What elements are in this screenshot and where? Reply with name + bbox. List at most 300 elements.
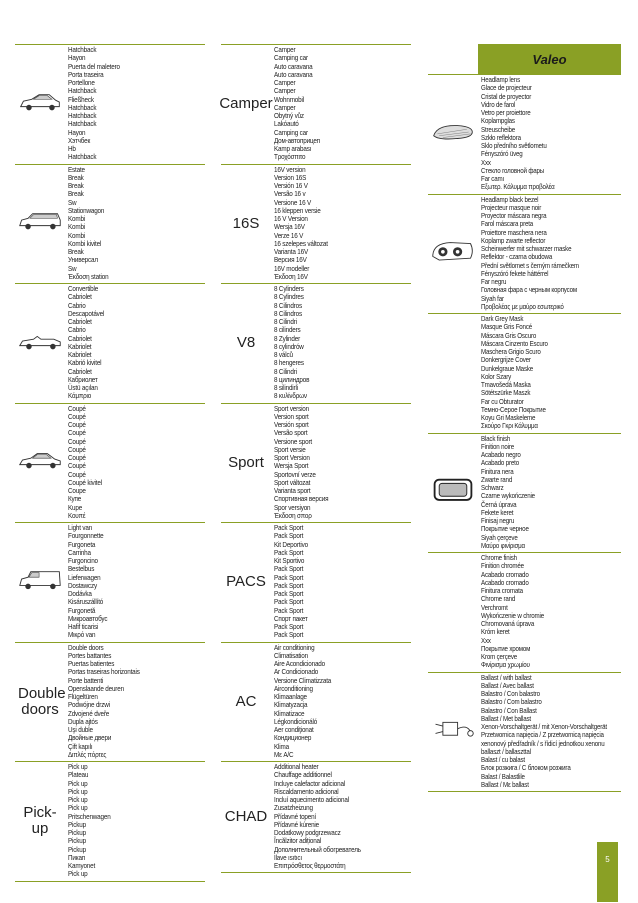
- translation-line: Dodatkowy podgrzewacz: [274, 828, 341, 837]
- translation-line: Hayon: [68, 53, 86, 63]
- translation-line: 8 Cilindri: [274, 317, 297, 326]
- translation-line: Donkergrijze Cover: [481, 355, 531, 365]
- translation-line: Sportovní verze: [274, 469, 316, 479]
- translation-line: Headlamp black bezel: [481, 194, 539, 204]
- translation-line: Pack Sport: [274, 523, 304, 532]
- translation-list: [271, 523, 411, 642]
- translation-line: Xxx: [481, 157, 491, 167]
- translation-line: Универсал: [68, 255, 98, 265]
- vehicle-type-section-label: [15, 404, 65, 523]
- translation-line: Přídavné topení: [274, 811, 317, 821]
- page-tab: [597, 842, 618, 902]
- feature-section: [428, 672, 621, 793]
- translation-line: Camping car: [274, 127, 308, 137]
- translation-list: [65, 762, 205, 881]
- feature-section-label: [428, 553, 478, 672]
- brand-header: [428, 44, 621, 74]
- translation-line: Přední světlomet s černým rámečkem: [481, 260, 579, 270]
- translation-line: Pack Sport: [274, 630, 304, 640]
- version-section-label: [221, 165, 271, 284]
- translation-line: Wersja 16V: [274, 222, 305, 232]
- version-section: [221, 403, 411, 523]
- translation-line: Versión 16 V: [274, 181, 308, 190]
- translation-line: Cabriolet: [68, 333, 92, 343]
- translation-line: Camper: [274, 78, 296, 87]
- translation-line: Pritschenwagen: [68, 811, 111, 821]
- convertible-car-icon: [17, 330, 63, 357]
- translation-line: Portes battantes: [68, 650, 112, 660]
- translation-line: Διπλές πόρτες: [68, 749, 107, 759]
- translation-list: [271, 284, 411, 403]
- translation-line: Klimatizace: [274, 708, 305, 718]
- translation-list: [271, 165, 411, 284]
- translation-line: Lakóautó: [274, 119, 299, 129]
- translation-line: Openslaande deuren: [68, 683, 124, 693]
- translation-line: Sötétszürke Maszk: [481, 388, 531, 398]
- translation-line: Головная фара с черным корпусом: [481, 285, 577, 295]
- vehicle-type-section: [15, 44, 205, 164]
- translation-line: Fourgonnette: [68, 531, 104, 541]
- vehicle-type-section-label: [15, 284, 65, 403]
- translation-list: [478, 195, 621, 314]
- translation-line: Cabriolet: [68, 366, 92, 376]
- translation-line: Maschera Grigio Scuro: [481, 347, 541, 356]
- translation-line: Black finish: [481, 433, 511, 443]
- translation-line: Кондиционер: [274, 733, 312, 743]
- translation-line: Hatchback: [68, 86, 97, 96]
- translation-line: Finition noire: [481, 441, 514, 451]
- translation-line: Far camı: [481, 174, 505, 183]
- translation-line: Krom çerçeve: [481, 652, 518, 661]
- translation-line: Version sport: [274, 411, 309, 421]
- translation-line: Hafif ticarisi: [68, 622, 99, 631]
- translation-line: Τροχόσπιτο: [274, 152, 306, 162]
- translation-line: Μικρό van: [68, 630, 96, 640]
- translation-line: Kombi: [68, 214, 86, 223]
- translation-list: [65, 404, 205, 523]
- translation-line: Coupe: [68, 486, 86, 495]
- translation-line: Купе: [68, 494, 82, 504]
- translation-line: Balastro / Con balastro: [481, 689, 540, 698]
- vehicle-type-section-label: [15, 165, 65, 284]
- valeo-logo: Valeo: [478, 44, 621, 74]
- vehicle-type-section-label: [15, 643, 65, 762]
- translation-line: Hayon: [68, 127, 86, 137]
- translation-line: Klima: [274, 741, 289, 751]
- translation-line: ballaszt / ballaszttal: [481, 746, 531, 756]
- translation-line: Puertas batientes: [68, 659, 115, 668]
- translation-line: 8 Cylinders: [274, 284, 304, 293]
- translation-line: Lieferwagen: [68, 572, 101, 582]
- translation-line: Fényszóró üveg: [481, 149, 523, 159]
- translation-line: Sklo předního světlometu: [481, 141, 547, 150]
- translation-line: Kabriolet: [68, 341, 92, 351]
- translation-line: Versão 16 v: [274, 189, 306, 199]
- translation-line: Versione Climatizzata: [274, 675, 332, 685]
- translation-line: Çift kapılı: [68, 741, 93, 751]
- translation-line: Versión sport: [274, 420, 309, 429]
- translation-line: Camper: [274, 102, 296, 112]
- translation-list: [478, 75, 621, 194]
- hatchback-car-icon: [17, 91, 63, 118]
- translation-line: Balastro / Con Ballast: [481, 705, 537, 715]
- translation-line: Szkło reflektora: [481, 132, 521, 142]
- translation-line: Balastro / Com balastro: [481, 697, 542, 707]
- translation-line: Стекло головной фары: [481, 165, 545, 175]
- feature-section-label: [428, 75, 478, 194]
- version-section-label: [221, 404, 271, 523]
- version-section-label: [221, 523, 271, 642]
- feature-section-label: [428, 673, 478, 792]
- category-label: PACS: [226, 573, 266, 591]
- translation-line: Versão sport: [274, 428, 308, 438]
- translation-list: [271, 45, 411, 164]
- translation-line: Coupé: [68, 428, 86, 438]
- translation-line: Break: [68, 189, 84, 199]
- translation-line: Chrome rand: [481, 594, 516, 604]
- translation-line: Acabado cromado: [481, 569, 529, 579]
- translation-line: Σκούρο Γκρι Κάλυμμα: [481, 421, 538, 431]
- category-label: Pick-up: [23, 804, 57, 838]
- version-section-label: [221, 643, 271, 762]
- translation-line: Máscara Gris Oscuro: [481, 330, 537, 340]
- translation-line: Εξωτερ. Κάλυμμα προβολέα: [481, 182, 555, 192]
- feature-section: [428, 433, 621, 553]
- translation-list: [271, 404, 411, 523]
- translation-line: Ar Condicionado: [274, 667, 319, 677]
- translation-line: 8 hengeres: [274, 358, 304, 368]
- translation-line: Spor versiyon: [274, 502, 311, 512]
- translation-line: Flügeltüren: [68, 692, 98, 701]
- translation-line: Verze 16 V: [274, 230, 304, 240]
- translation-line: Микроавтобус: [68, 613, 108, 623]
- translation-line: Klimatyzacja: [274, 700, 308, 710]
- translation-line: Furgoneta: [68, 539, 96, 549]
- translation-line: Sw: [68, 263, 77, 273]
- translation-line: Portellone: [68, 78, 95, 87]
- translation-line: Aer condiţionat: [274, 725, 314, 734]
- translation-line: Pick up: [68, 786, 88, 796]
- translation-line: Üstü açılan: [68, 383, 98, 392]
- translation-line: Air conditioning: [274, 642, 315, 652]
- vehicle-type-section: [15, 761, 205, 882]
- translation-line: Pack Sport: [274, 589, 304, 598]
- version-section: [221, 642, 411, 762]
- translation-line: Προβολέας με μαύρο εσωτερικό: [481, 301, 564, 311]
- translation-line: Versione 16 V: [274, 197, 312, 207]
- translation-line: Siyah çerçeve: [481, 532, 518, 542]
- feature-section: [428, 552, 621, 672]
- translation-line: Zusatzheizung: [274, 803, 313, 813]
- translation-line: Far negru: [481, 277, 507, 286]
- translation-line: Φινίρισμα χρωμίου: [481, 660, 530, 670]
- translation-line: Kombi: [68, 230, 86, 240]
- translation-line: Έκδοση σπορ: [274, 510, 312, 520]
- translation-line: Chauffage additionnel: [274, 770, 332, 780]
- translation-line: Kit Sportivo: [274, 556, 305, 565]
- translation-line: Încălzitor adițional: [274, 836, 322, 846]
- translation-line: Chromovaná úprava: [481, 619, 535, 628]
- translation-line: Dupla ajtós: [68, 716, 98, 726]
- translation-line: Acabado preto: [481, 458, 519, 468]
- translation-line: Break: [68, 181, 84, 190]
- translation-line: Версия 16V: [274, 255, 307, 265]
- translation-line: Černá úprava: [481, 499, 517, 509]
- headlamp-feature-column: [428, 44, 621, 792]
- translation-line: Xxx: [481, 635, 491, 645]
- translation-line: Sport változat: [274, 477, 311, 487]
- translation-line: Acabado cromado: [481, 577, 529, 587]
- translation-line: Tmavošedá Maska: [481, 380, 531, 389]
- translation-line: Proyector máscara negra: [481, 211, 547, 220]
- translation-line: Przetwornica napięcia / Z przetwornicą napięcia: [481, 730, 604, 740]
- translation-line: Convertible: [68, 284, 99, 293]
- translation-line: Pickup: [68, 836, 86, 846]
- vehicle-type-section: [15, 403, 205, 523]
- translation-line: 8 κυλίνδρων: [274, 391, 307, 401]
- translation-line: Portas traseiras horizontais: [68, 667, 140, 677]
- translation-line: Vidro de farol: [481, 99, 516, 109]
- translation-line: Κουπέ: [68, 510, 86, 520]
- translation-line: Dunkelgraue Maske: [481, 363, 534, 373]
- translation-line: Sport version: [274, 403, 309, 413]
- translation-line: Version 16S: [274, 172, 307, 182]
- translation-line: Finitura cromata: [481, 586, 523, 595]
- translation-line: Reflektor - czarna obudowa: [481, 252, 553, 262]
- translation-line: Fekete keret: [481, 507, 514, 517]
- translation-line: Pack Sport: [274, 622, 304, 631]
- translation-line: Pack Sport: [274, 597, 304, 607]
- translation-line: Riscaldamento adicional: [274, 786, 339, 796]
- translation-line: Uşi duble: [68, 725, 93, 734]
- translation-line: İlave ısıtıcı: [274, 852, 302, 862]
- category-label: AC: [235, 692, 257, 710]
- translation-line: Hatchback: [68, 102, 97, 112]
- translation-line: Hb: [68, 144, 76, 153]
- translation-line: Czarne wykończenie: [481, 491, 535, 501]
- translation-line: Блок розжига / С блоком розжига: [481, 763, 571, 773]
- translation-line: Fließheck: [68, 94, 94, 104]
- translation-line: Carrinha: [68, 547, 91, 557]
- translation-line: Kit Deportivo: [274, 539, 308, 549]
- translation-line: Sport Version: [274, 453, 310, 462]
- vehicle-type-section-label: [15, 762, 65, 881]
- translation-line: Furgoncino: [68, 556, 98, 565]
- translation-line: Coupé: [68, 411, 86, 421]
- translation-line: Obytný vůz: [274, 111, 304, 120]
- translation-line: Έκδοση 16V: [274, 271, 308, 281]
- translation-line: Přídavné kúrenie: [274, 819, 320, 829]
- translation-line: Airconditioning: [274, 683, 313, 693]
- translation-line: Streuscheibe: [481, 124, 516, 134]
- version-section: [221, 283, 411, 403]
- translation-line: Pack Sport: [274, 572, 304, 582]
- translation-line: 8 Cilindros: [274, 300, 302, 310]
- translation-line: Дом-автоприцеп: [274, 135, 320, 145]
- translation-line: Cabrio: [68, 325, 86, 335]
- translation-line: Koplampglas: [481, 116, 515, 126]
- translation-line: Máscara Cinzento Escuro: [481, 338, 548, 348]
- translation-line: Двойные двери: [68, 733, 112, 743]
- translation-line: Hatchback: [68, 152, 97, 162]
- translation-list: [65, 45, 205, 164]
- translation-line: Varianta 16V: [274, 247, 308, 256]
- translation-line: Hatchback: [68, 45, 97, 54]
- translation-line: Far cu Obturator: [481, 396, 524, 406]
- vehicle-type-section-label: [15, 523, 65, 642]
- translation-line: Koplamp zwarte reflector: [481, 235, 546, 245]
- translation-line: Fényszóró fekete háttérrel: [481, 268, 549, 278]
- translation-line: Ballast / Με ballast: [481, 779, 529, 789]
- translation-line: Dostawczy: [68, 580, 97, 590]
- translation-line: Xenon-Vorschaltgerät / mit Xenon-Vorschaltgerät: [481, 722, 607, 731]
- translation-line: Κάμπριο: [68, 391, 92, 401]
- translation-line: Descapotável: [68, 308, 105, 318]
- translation-line: Kolor Szary: [481, 371, 512, 381]
- translation-line: Pickup: [68, 828, 86, 837]
- version-section: [221, 164, 411, 284]
- xenon-ballast-icon: [430, 715, 476, 748]
- translation-line: Auto caravana: [274, 69, 313, 79]
- translation-line: Pack Sport: [274, 531, 304, 541]
- translation-line: Balast / Balastlile: [481, 771, 525, 781]
- feature-section-label: [428, 195, 478, 314]
- translation-line: Headlamp lens: [481, 75, 520, 84]
- translation-line: Klimaanlage: [274, 692, 307, 701]
- translation-line: 8 cylindrów: [274, 341, 304, 351]
- translation-line: Versione sport: [274, 436, 312, 446]
- translation-line: Additional heater: [274, 762, 319, 771]
- translation-list: [65, 523, 205, 642]
- translation-line: Furgonetă: [68, 605, 96, 615]
- translation-line: Pack Sport: [274, 547, 304, 557]
- translation-line: Schwarz: [481, 483, 504, 492]
- translation-line: Double doors: [68, 642, 104, 652]
- translation-line: Pack Sport: [274, 605, 304, 615]
- translation-line: Camper: [274, 86, 296, 96]
- translation-line: Έκδοση station: [68, 271, 109, 281]
- translation-line: Wykończenie w chromie: [481, 610, 544, 620]
- translation-list: [271, 762, 411, 872]
- coupe-car-icon: [17, 449, 63, 476]
- translation-line: Покрытие черное: [481, 524, 529, 534]
- translation-line: 8 цилиндров: [274, 374, 310, 384]
- translation-line: Cristal de proyector: [481, 91, 532, 101]
- translation-line: Pack Sport: [274, 564, 304, 574]
- page-number: 5: [605, 855, 610, 864]
- translation-line: Επιπρόσθετος θερμοστάτη: [274, 861, 346, 870]
- translation-list: [478, 314, 621, 433]
- translation-line: Kombi kivitel: [68, 238, 102, 248]
- translation-line: Chrome finish: [481, 553, 517, 562]
- translation-line: 8 Cylindres: [274, 292, 304, 302]
- translation-line: Scheinwerfer mit schwarzer maske: [481, 244, 572, 253]
- translation-line: Μαύρο φινίρισμα: [481, 540, 525, 550]
- translation-line: Kabriolet: [68, 350, 92, 359]
- feature-section: [428, 194, 621, 314]
- translation-line: Porta traseira: [68, 69, 104, 79]
- translation-line: 16V version: [274, 164, 306, 174]
- translation-line: Break: [68, 172, 84, 182]
- category-label: Camper: [219, 95, 273, 113]
- translation-line: 16 szelepes változat: [274, 238, 328, 248]
- translation-line: Finisaj negru: [481, 516, 515, 525]
- translation-line: 8 cilinders: [274, 325, 301, 335]
- translation-list: [478, 673, 627, 792]
- translation-line: Acabado negro: [481, 450, 521, 459]
- translation-line: Finition chromée: [481, 561, 524, 571]
- translation-line: Vetro per proiettore: [481, 108, 531, 117]
- translation-line: 16V modeller: [274, 263, 310, 273]
- translation-line: Estate: [68, 164, 85, 174]
- vehicle-type-section: [15, 642, 205, 762]
- translation-line: Dark Grey Mask: [481, 314, 524, 323]
- translation-line: Sw: [68, 197, 77, 207]
- translation-line: Plateau: [68, 770, 89, 780]
- translation-line: Pick up: [68, 803, 88, 813]
- estate-car-icon: [17, 210, 63, 237]
- translation-line: Дополнительный обогреватель: [274, 844, 361, 854]
- translation-line: 8 Cilindri: [274, 366, 297, 376]
- translation-line: Farol máscara preta: [481, 219, 534, 229]
- feature-section: [428, 74, 621, 194]
- translation-line: Wohnmobil: [274, 94, 304, 104]
- translation-line: Balast / cu balast: [481, 755, 525, 764]
- version-section-label: [221, 45, 271, 164]
- translation-line: Hatchback: [68, 119, 97, 129]
- translation-line: Coupé: [68, 436, 86, 446]
- translation-line: Пикап: [68, 852, 86, 862]
- translation-line: Спортивная версия: [274, 494, 329, 504]
- translation-line: Kisáruszállító: [68, 597, 104, 607]
- translation-line: Light van: [68, 523, 93, 532]
- translation-list: [65, 165, 205, 284]
- translation-line: Camper: [274, 45, 296, 54]
- translation-line: Coupé: [68, 420, 86, 429]
- translation-line: 8 Cilindros: [274, 308, 302, 318]
- translation-line: Glace de projecteur: [481, 83, 532, 93]
- translation-line: Coupé kivitel: [68, 477, 102, 487]
- feature-section-label: [428, 314, 478, 433]
- translation-line: Pickup: [68, 819, 86, 829]
- category-label: 16S: [232, 214, 260, 232]
- headlamp-lens-icon: [430, 121, 476, 148]
- translation-line: Puerta del maletero: [68, 61, 120, 71]
- translation-line: Cabriolet: [68, 317, 92, 326]
- translation-line: Kamp arabası: [274, 144, 312, 153]
- translation-line: Aire Acondicionado: [274, 659, 325, 668]
- translation-line: Hatchback: [68, 111, 97, 120]
- translation-line: Ballast / Met ballast: [481, 713, 531, 723]
- translation-line: Kabrió kivitel: [68, 358, 102, 368]
- version-column: [221, 44, 411, 873]
- translation-line: Wersja Sport: [274, 461, 309, 471]
- translation-line: 8 válců: [274, 350, 293, 359]
- translation-line: Pick up: [68, 869, 88, 879]
- translation-line: Finitura nera: [481, 466, 514, 476]
- translation-list: [271, 643, 411, 762]
- translation-line: Ballast / Avec ballast: [481, 680, 534, 690]
- translation-line: Podwójne drzwi: [68, 700, 110, 710]
- translation-line: Kupe: [68, 502, 83, 512]
- translation-list: [65, 643, 205, 762]
- category-label: Sport: [228, 453, 264, 471]
- vehicle-type-section-label: [15, 45, 65, 164]
- translation-line: 16 V Version: [274, 214, 308, 223]
- translation-line: Break: [68, 247, 84, 256]
- translation-line: Varianta sport: [274, 486, 311, 495]
- translation-line: xenonový předřadník / s řídicí jednotkou xenonu: [481, 738, 605, 748]
